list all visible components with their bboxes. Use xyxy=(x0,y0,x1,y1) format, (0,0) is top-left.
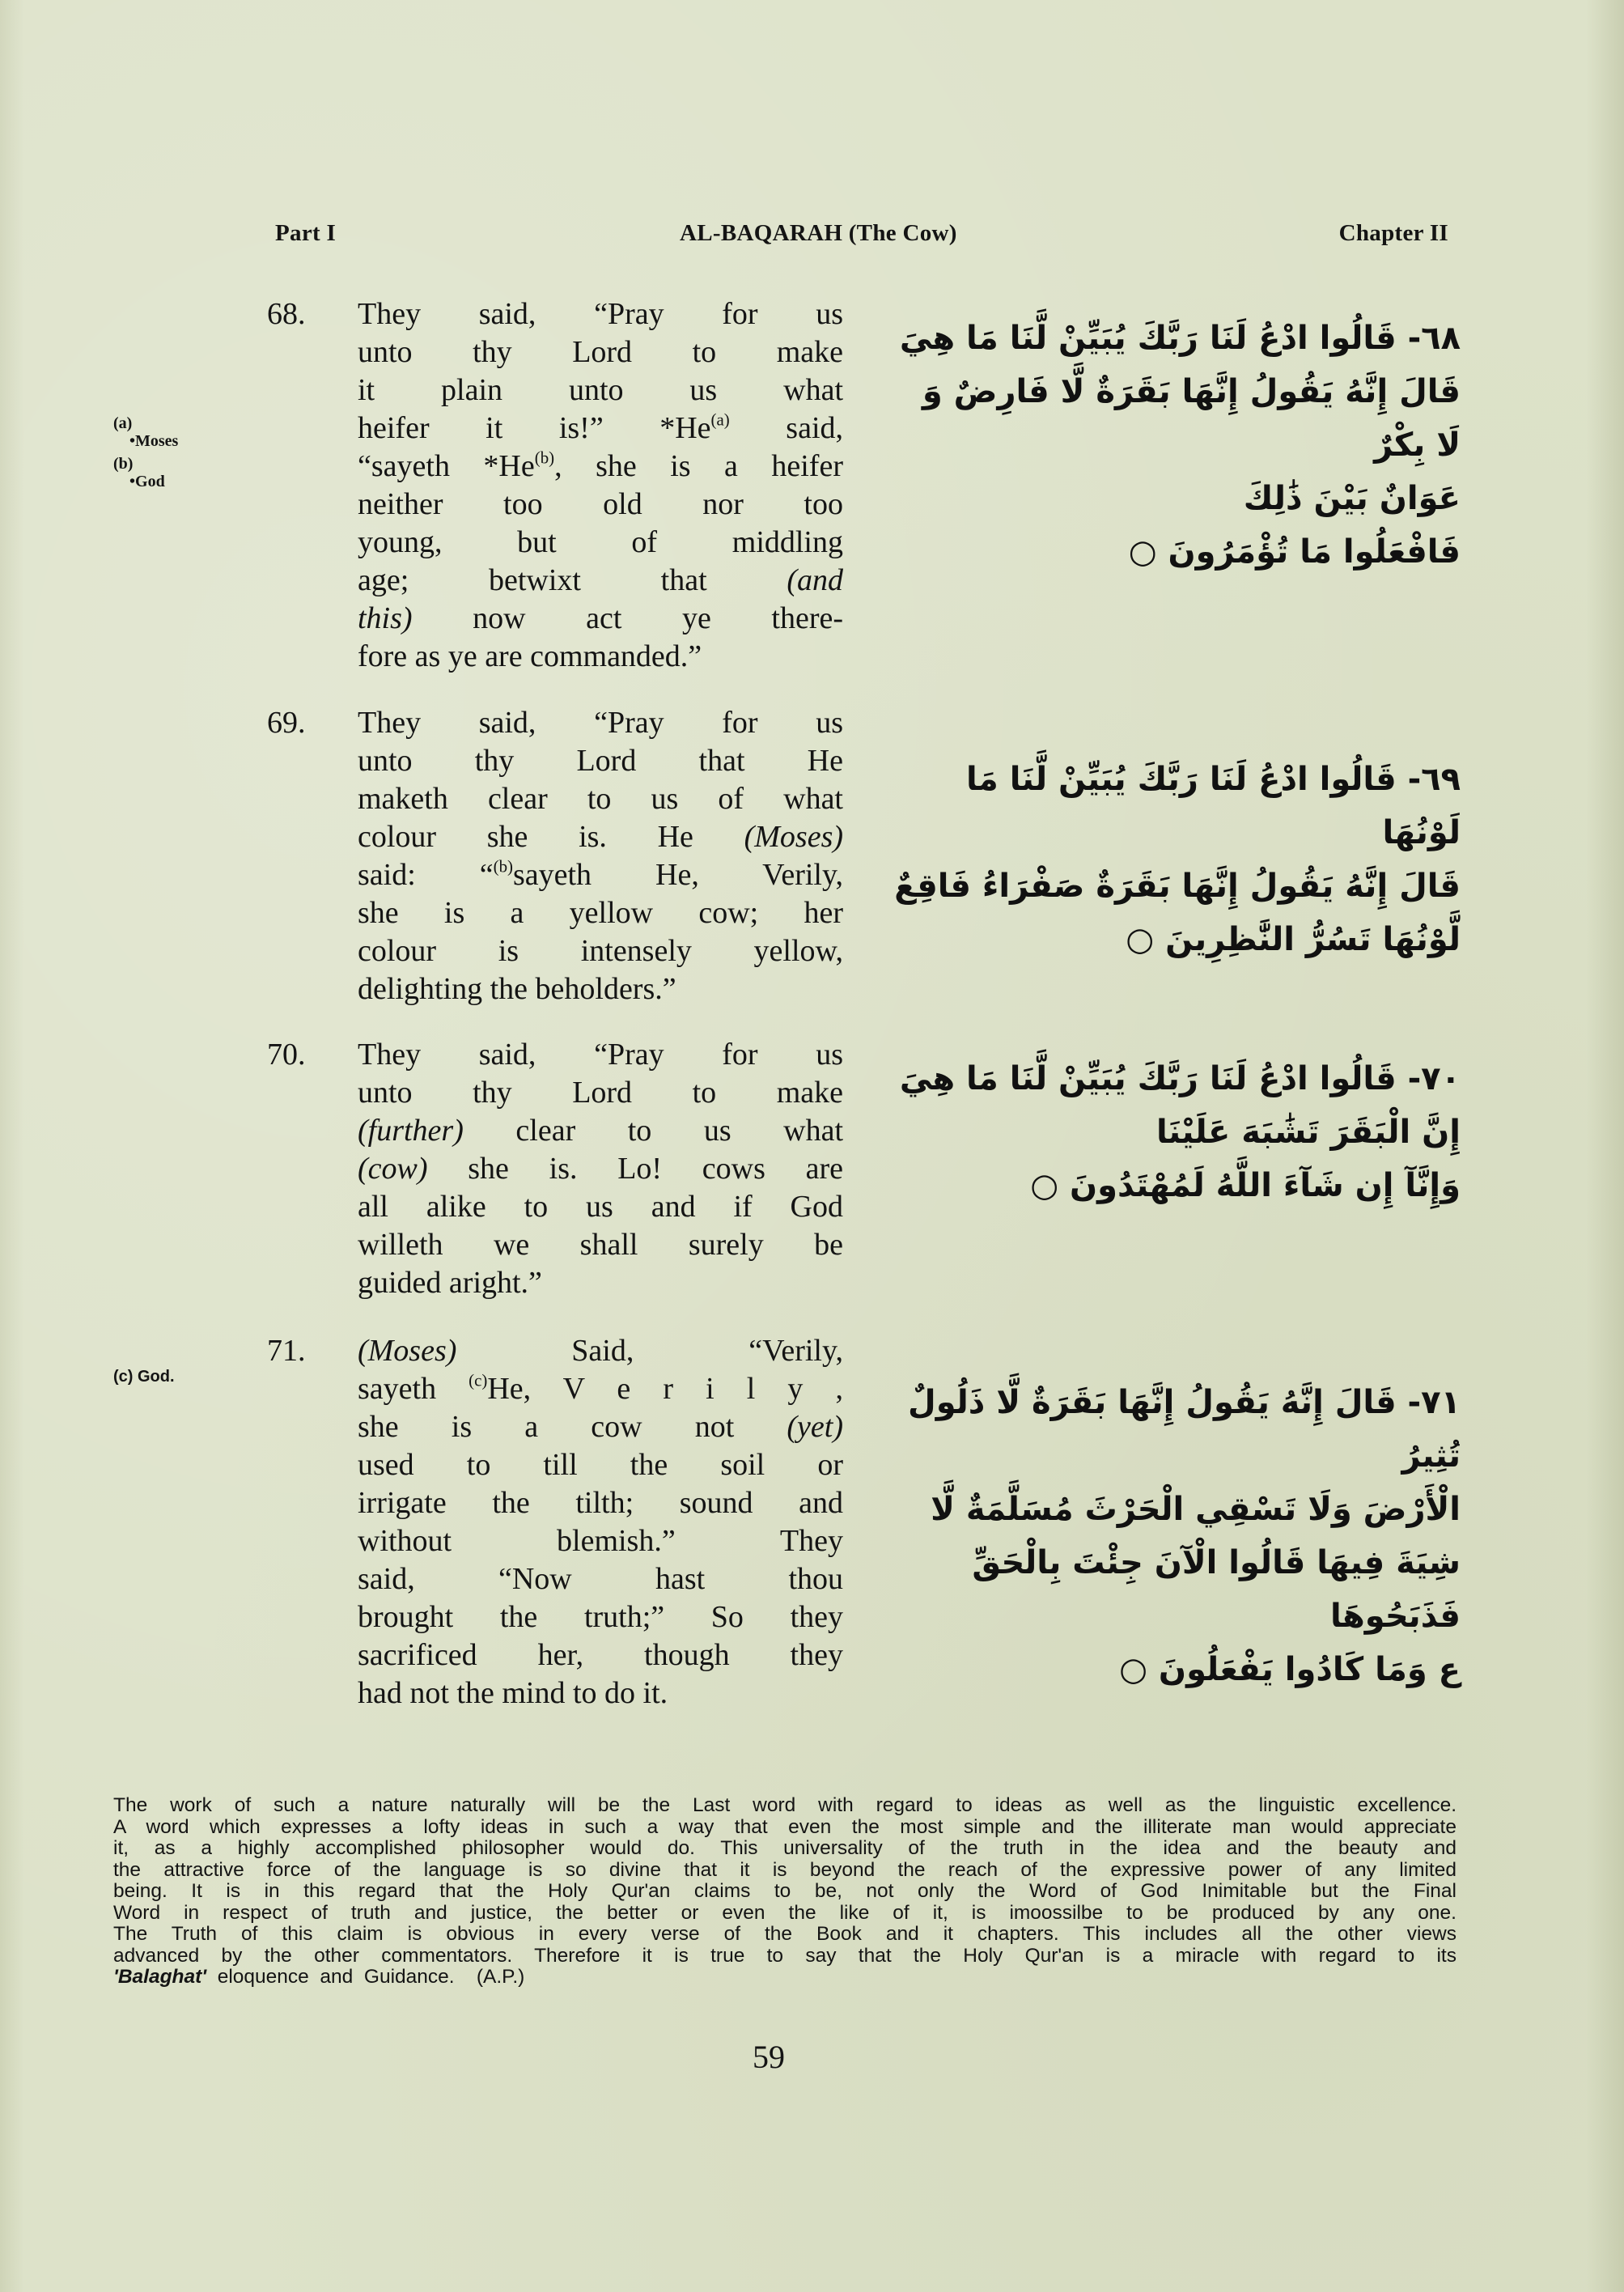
margin-note-a xyxy=(113,414,178,450)
verse-line xyxy=(358,562,843,600)
verse-line: it plain unto us what xyxy=(358,373,843,407)
verse-line-segment: age; betwixt that xyxy=(358,563,707,597)
arabic-line: فَافْعَلُوا مَا تُؤْمَرُونَ ○ xyxy=(1128,533,1461,571)
verse-line: irrigate the tilth; sound and xyxy=(358,1486,843,1520)
commentary-line: A word which expresses a lofty ideas in such a way that even the most simple and the illiterate man would appreciate xyxy=(113,1815,1457,1838)
verse-line: colour is intensely yellow, xyxy=(358,934,843,968)
footnote-ref-b: (b) xyxy=(493,856,513,876)
verse-line: used to till the soil or xyxy=(358,1448,843,1482)
verse-line: maketh clear to us of what xyxy=(358,782,843,816)
footnote-ref-b: (b) xyxy=(534,448,555,468)
commentary-line: Word in respect of truth and justice, the better or even the like of it, is imoossilbe to be produced by any one. xyxy=(113,1901,1457,1924)
italic-insertion: (yet) xyxy=(787,1410,844,1444)
verse-line: They said, “Pray for us xyxy=(358,1038,843,1072)
commentary-line: it, as a highly accomplished philosopher would do. This universality of the truth in the idea and the beauty and xyxy=(113,1837,1457,1859)
commentary-line: the attractive force of the language is so divine that it is beyond the reach of the expressive power of any limited xyxy=(113,1858,1457,1881)
verse-line: said, “Now hast thou xyxy=(358,1562,843,1596)
verse-line-segment: she is a cow not xyxy=(358,1410,735,1444)
arabic-line: ٦٨- قَالُوا ادْعُ لَنَا رَبَّكَ يُبَيِّنْ لَّنَا مَا هِيَ xyxy=(899,320,1461,357)
verse-line-segment: said: “ xyxy=(358,858,494,892)
arabic-verse-71 xyxy=(878,1376,1461,1696)
balaghat-term: 'Balaghat' xyxy=(113,1966,207,1988)
commentary-line-segment: eloquence and Guidance. (A.P.) xyxy=(206,1966,525,1988)
arabic-line: إِنَّ الْبَقَرَ تَشَٰبَهَ عَلَيْنَا xyxy=(1156,1114,1461,1151)
verse-text xyxy=(358,1036,843,1302)
arabic-line: ٦٩- قَالُوا ادْعُ لَنَا رَبَّكَ يُبَيِّنْ لَّنَا مَا لَوْنُهَا xyxy=(966,761,1461,851)
commentary-line: The work of such a nature naturally will be the Last word with regard to ideas as well as the linguistic excellence. xyxy=(113,1794,1457,1816)
arabic-line: قَالَ إِنَّهُ يَقُولُ إِنَّهَا بَقَرَةٌ صَفْرَاءُ فَاقِعٌ xyxy=(894,868,1461,905)
verse-line xyxy=(358,1370,843,1408)
arabic-line: لَا بِكْرٌ xyxy=(1374,427,1461,464)
verse-number: 69. xyxy=(267,706,306,740)
italic-insertion: (further) xyxy=(358,1114,464,1148)
verse-text xyxy=(358,1332,843,1713)
arabic-line: عَوَانٌ بَيْنَ ذَٰلِكَ xyxy=(1243,480,1461,517)
arabic-line: لَّوْنُهَا تَسُرُّ النَّٰظِرِينَ ○ xyxy=(1126,921,1461,958)
margin-note-b-value: • God xyxy=(113,473,165,490)
verse-line: fore as ye are commanded.” xyxy=(358,639,702,673)
italic-insertion: (Moses) xyxy=(744,820,844,854)
footnote-ref-a: (a) xyxy=(710,410,730,430)
arabic-line: شِيَةَ فِيهَا قَالُوا الْآنَ جِئْتَ بِالْحَقِّ فَذَبَحُوهَا xyxy=(972,1544,1461,1635)
verse-line xyxy=(358,1112,843,1150)
verse-text xyxy=(358,704,843,1008)
verse-line xyxy=(358,818,843,856)
verse-line: They said, “Pray for us xyxy=(358,297,843,331)
verse-line-segment: Said, “Verily, xyxy=(571,1334,844,1368)
verse-line: she is a yellow cow; her xyxy=(358,896,843,930)
margin-note-c: (c) God. xyxy=(113,1368,175,1386)
verse-line: without blemish.” They xyxy=(358,1524,843,1558)
verse-line: all alike to us and if God xyxy=(358,1190,843,1224)
verse-line-segment: clear to us what xyxy=(515,1114,843,1148)
verse-number: 70. xyxy=(267,1038,306,1072)
commentary-line: The Truth of this claim is obvious in every verse of the Book and it chapters. This includes all the other views xyxy=(113,1923,1457,1945)
commentary-note xyxy=(113,1795,1457,1989)
verse-line: brought the truth;” So they xyxy=(358,1600,843,1634)
verse-line-segment: now act ye there- xyxy=(473,601,843,635)
arabic-line: ٧١- قَالَ إِنَّهُ يَقُولُ إِنَّهَا بَقَرَةٌ لَّا ذَلُولٌ تُثِيرُ xyxy=(908,1384,1461,1475)
verse-line: unto thy Lord to make xyxy=(358,1076,843,1110)
italic-insertion: (cow) xyxy=(358,1152,428,1186)
verse-line xyxy=(358,1408,843,1446)
chapter-label: Chapter II xyxy=(1338,220,1448,246)
verse-line: They said, “Pray for us xyxy=(358,706,843,740)
arabic-verse-69 xyxy=(878,753,1461,966)
verse-line xyxy=(358,856,843,894)
verse-text xyxy=(358,295,843,676)
arabic-line: قَالَ إِنَّهُ يَقُولُ إِنَّهَا بَقَرَةٌ لَّا فَارِضٌ وَ xyxy=(922,373,1461,410)
arabic-line: ٧٠- قَالُوا ادْعُ لَنَا رَبَّكَ يُبَيِّنْ لَّنَا مَا هِيَ xyxy=(899,1060,1461,1097)
verse-line-segment: said, xyxy=(729,411,843,445)
part-label: Part I xyxy=(275,220,337,246)
verse-line xyxy=(358,1332,843,1370)
verse-line: neither too old nor too xyxy=(358,487,843,521)
verse-line: willeth we shall surely be xyxy=(358,1228,843,1262)
verse-line-segment: “sayeth *He xyxy=(358,449,535,483)
margin-note-b xyxy=(113,455,165,490)
arabic-verse-70 xyxy=(878,1052,1461,1212)
verse-line-segment: sayeth xyxy=(358,1372,437,1406)
commentary-line: being. It is in this regard that the Holy Qur'an claims to be, not only the Word of God Inimitable but the Final xyxy=(113,1880,1457,1902)
margin-note-a-value: • Moses xyxy=(113,432,178,450)
arabic-verse-68 xyxy=(878,312,1461,579)
verse-line xyxy=(358,1150,843,1188)
verse-line: guided aright.” xyxy=(358,1266,542,1300)
verse-line-segment: He, V e r i l y , xyxy=(487,1372,844,1406)
commentary-line xyxy=(113,1967,1457,1989)
surah-title: AL-BAQARAH (The Cow) xyxy=(680,220,957,246)
margin-note-b-label: (b) xyxy=(113,455,134,473)
running-header xyxy=(275,220,1448,253)
verse-line: young, but of middling xyxy=(358,525,843,559)
margin-note-a-label: (a) xyxy=(113,414,133,432)
page-number: 59 xyxy=(753,2039,785,2075)
verse-line: sacrificed her, though they xyxy=(358,1638,843,1672)
verse-line xyxy=(358,410,843,448)
arabic-line: وَإِنَّآ إِن شَآءَ اللَّهُ لَمُهْتَدُونَ ○ xyxy=(1030,1167,1461,1204)
verse-line-segment: heifer it is!” *He xyxy=(358,411,711,445)
verse-number: 71. xyxy=(267,1334,306,1368)
italic-insertion: this) xyxy=(358,601,413,635)
footnote-ref-c: (c) xyxy=(469,1370,488,1390)
verse-line-segment: colour she is. He xyxy=(358,820,693,854)
verse-line-segment: sayeth He, Verily, xyxy=(512,858,843,892)
italic-insertion: (and xyxy=(787,563,843,597)
verse-line: had not the mind to do it. xyxy=(358,1676,668,1710)
commentary-line: advanced by the other commentators. Therefore it is true to say that the Holy Qur'an is a miracle with regard to its xyxy=(113,1944,1457,1967)
verse-number: 68. xyxy=(267,297,306,331)
verse-line: delighting the beholders.” xyxy=(358,972,676,1006)
italic-insertion: (Moses) xyxy=(358,1334,457,1368)
verse-line xyxy=(358,448,843,486)
arabic-line: ع وَمَا كَادُوا يَفْعَلُونَ ○ xyxy=(1119,1651,1461,1688)
verse-line: unto thy Lord that He xyxy=(358,744,843,778)
verse-line-segment: , she is a heifer xyxy=(554,449,843,483)
verse-line xyxy=(358,600,843,638)
verse-line-segment: she is. Lo! cows are xyxy=(468,1152,844,1186)
arabic-line: الْأَرْضَ وَلَا تَسْقِي الْحَرْثَ مُسَلَّمَةٌ لَّا xyxy=(931,1491,1461,1528)
verse-line: unto thy Lord to make xyxy=(358,335,843,369)
